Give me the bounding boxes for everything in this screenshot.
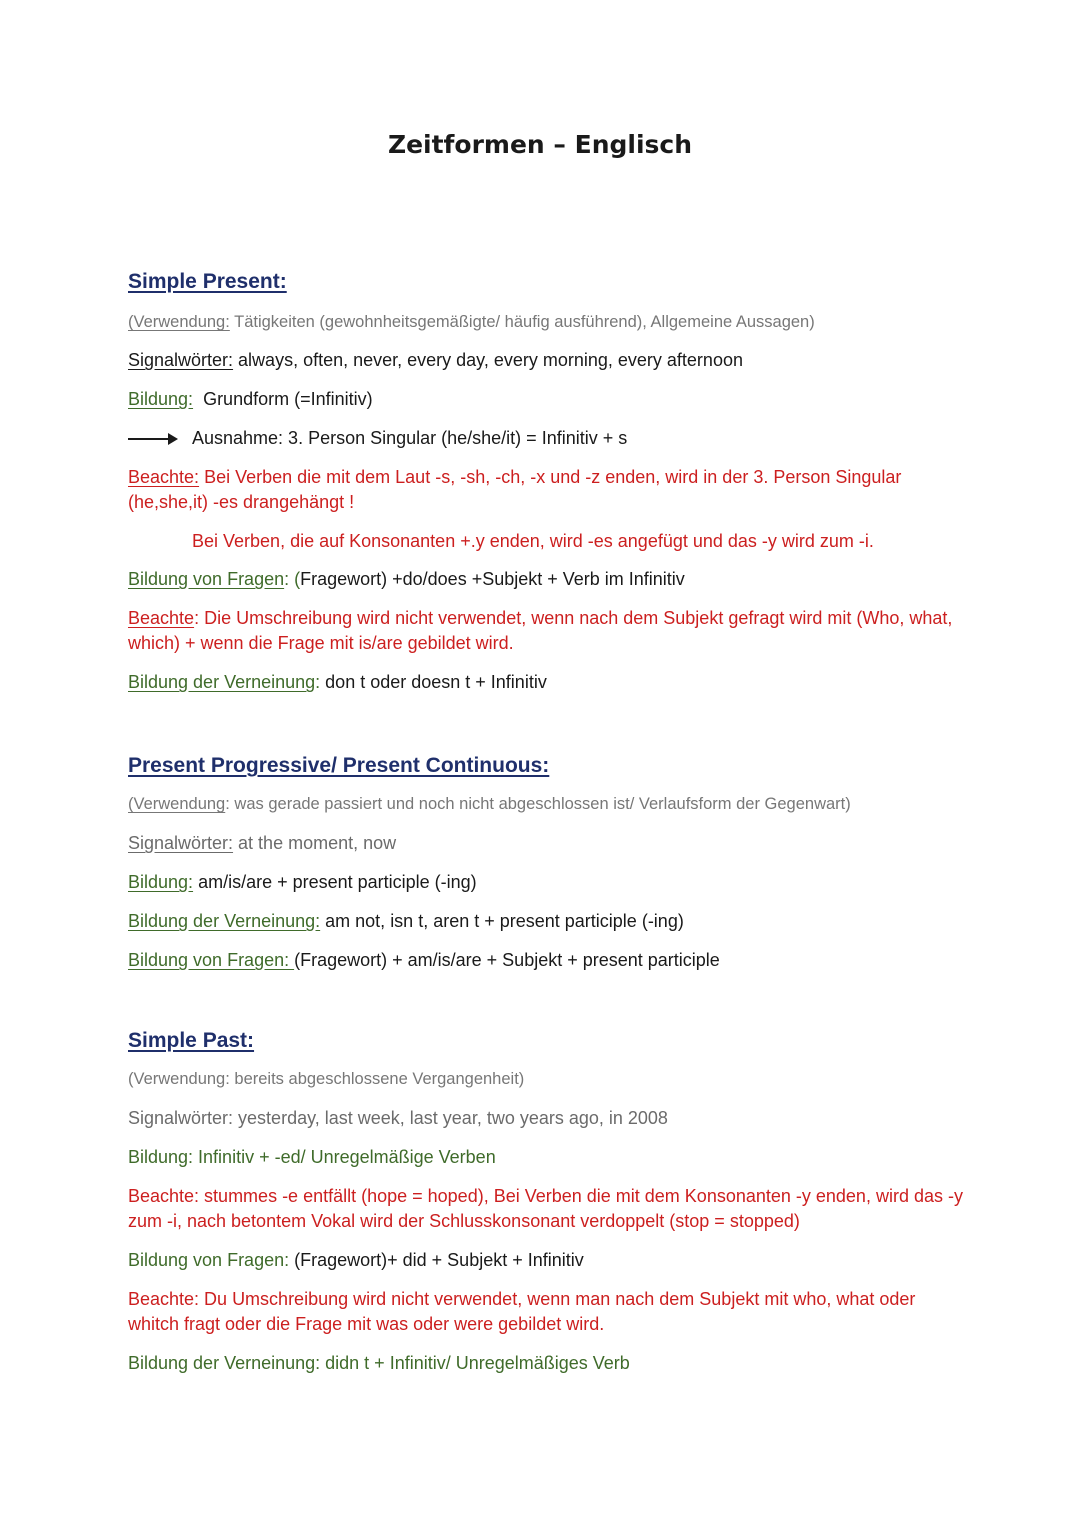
usage-label: (Verwendung: bbox=[128, 313, 230, 331]
beachte-block: Beachte: stummes -e entfällt (hope = hoped), Bei Verben die mit dem Konsonanten -y enden, wird das -y zum -i, nach betontem Vokal wird der Schlusskonsonant verdoppelt (stop = stopped) bbox=[128, 1186, 963, 1231]
fragen-line bbox=[128, 1248, 968, 1273]
section-simple-present bbox=[128, 270, 968, 695]
verneinung-line: Bildung der Verneinung: didn t + Infinitiv/ Unregelmäßiges Verb bbox=[128, 1353, 630, 1373]
signal-label: Signalwörter: bbox=[128, 833, 234, 853]
beachte-label: Beachte: bbox=[128, 467, 200, 487]
fragen-line bbox=[128, 948, 968, 973]
arrow-right-icon bbox=[128, 433, 178, 445]
usage-text: : was gerade passiert und noch nicht abgeschlossen ist/ Verlaufsform der Gegenwart) bbox=[225, 795, 851, 813]
fragen-label: Bildung von Fragen: bbox=[128, 1250, 290, 1270]
section-heading: Simple Past: bbox=[128, 1029, 255, 1052]
bildung-line bbox=[128, 387, 968, 412]
verneinung-text: don t oder doesn t + Infinitiv bbox=[320, 672, 547, 692]
verneinung-line bbox=[128, 670, 968, 695]
section-heading: Simple Present: bbox=[128, 270, 287, 293]
verneinung-text: am not, isn t, aren t + present participle (-ing) bbox=[320, 911, 684, 931]
beachte-block-2 bbox=[128, 606, 968, 656]
fragen-text: Fragewort) +do/does +Subjekt + Verb im Infinitiv bbox=[300, 569, 685, 589]
verneinung-colon: : bbox=[315, 672, 321, 692]
exception-line bbox=[128, 426, 968, 451]
fragen-text: (Fragewort)+ did + Subjekt + Infinitiv bbox=[289, 1250, 584, 1270]
fragen-line bbox=[128, 567, 968, 592]
beachte-text: Bei Verben die mit dem Laut -s, -sh, -ch, -x und -z enden, wird in der 3. Person Singular (he,she,it) -es drangehängt ! bbox=[128, 467, 902, 512]
signal-line bbox=[128, 831, 968, 856]
signal-label: Signalwörter: bbox=[128, 350, 234, 370]
bildung-line bbox=[128, 870, 968, 895]
beachte-extra: Bei Verben, die auf Konsonanten +.y enden, wird -es angefügt und das -y wird zum -i. bbox=[192, 531, 874, 551]
signal-line: Signalwörter: yesterday, last week, last year, two years ago, in 2008 bbox=[128, 1108, 668, 1128]
bildung-text: am/is/are + present participle (-ing) bbox=[193, 872, 477, 892]
bildung-label: Bildung: bbox=[128, 872, 194, 892]
fragen-label: Bildung von Fragen: bbox=[128, 950, 295, 970]
page-title: Zeitformen – Englisch bbox=[387, 130, 693, 159]
usage-line: (Verwendung: bereits abgeschlossene Vergangenheit) bbox=[128, 1070, 525, 1088]
verneinung-line bbox=[128, 909, 968, 934]
beachte-label: Beachte bbox=[128, 608, 195, 628]
exception-text: Ausnahme: 3. Person Singular (he/she/it) = Infinitiv + s bbox=[192, 428, 628, 448]
usage-text: Tätigkeiten (gewohnheitsgemäßigte/ häufig ausführend), Allgemeine Aussagen) bbox=[229, 313, 815, 331]
section-heading: Present Progressive/ Present Continuous: bbox=[128, 754, 550, 777]
usage-line bbox=[128, 310, 968, 335]
bildung-label: Bildung: bbox=[128, 389, 194, 409]
signal-line bbox=[128, 348, 968, 373]
signal-text: at the moment, now bbox=[233, 833, 397, 853]
fragen-colon: : ( bbox=[284, 569, 301, 589]
usage-line bbox=[128, 792, 968, 817]
section-simple-past bbox=[128, 1029, 968, 1376]
bildung-line: Bildung: Infinitiv + -ed/ Unregelmäßige Verben bbox=[128, 1147, 496, 1167]
usage-label: (Verwendung bbox=[128, 795, 226, 813]
verneinung-label: Bildung der Verneinung: bbox=[128, 911, 321, 931]
bildung-text: Grundform (=Infinitiv) bbox=[193, 389, 373, 409]
signal-text: always, often, never, every day, every morning, every afternoon bbox=[233, 350, 743, 370]
beachte-block-2: Beachte: Du Umschreibung wird nicht verwendet, wenn man nach dem Subjekt mit who, what oder whitch fragt oder die Frage mit was oder were gebildet wird. bbox=[128, 1289, 916, 1334]
verneinung-label: Bildung der Verneinung bbox=[128, 672, 316, 692]
section-present-progressive bbox=[128, 754, 968, 973]
beachte-text: : Die Umschreibung wird nicht verwendet, wenn nach dem Subjekt gefragt wird mit (Who, what, which) + wenn die Frage mit is/are gebildet wird. bbox=[128, 608, 953, 653]
fragen-label: Bildung von Fragen bbox=[128, 569, 285, 589]
beachte-block bbox=[128, 465, 968, 515]
fragen-text: (Fragewort) + am/is/are + Subjekt + present participle bbox=[294, 950, 720, 970]
